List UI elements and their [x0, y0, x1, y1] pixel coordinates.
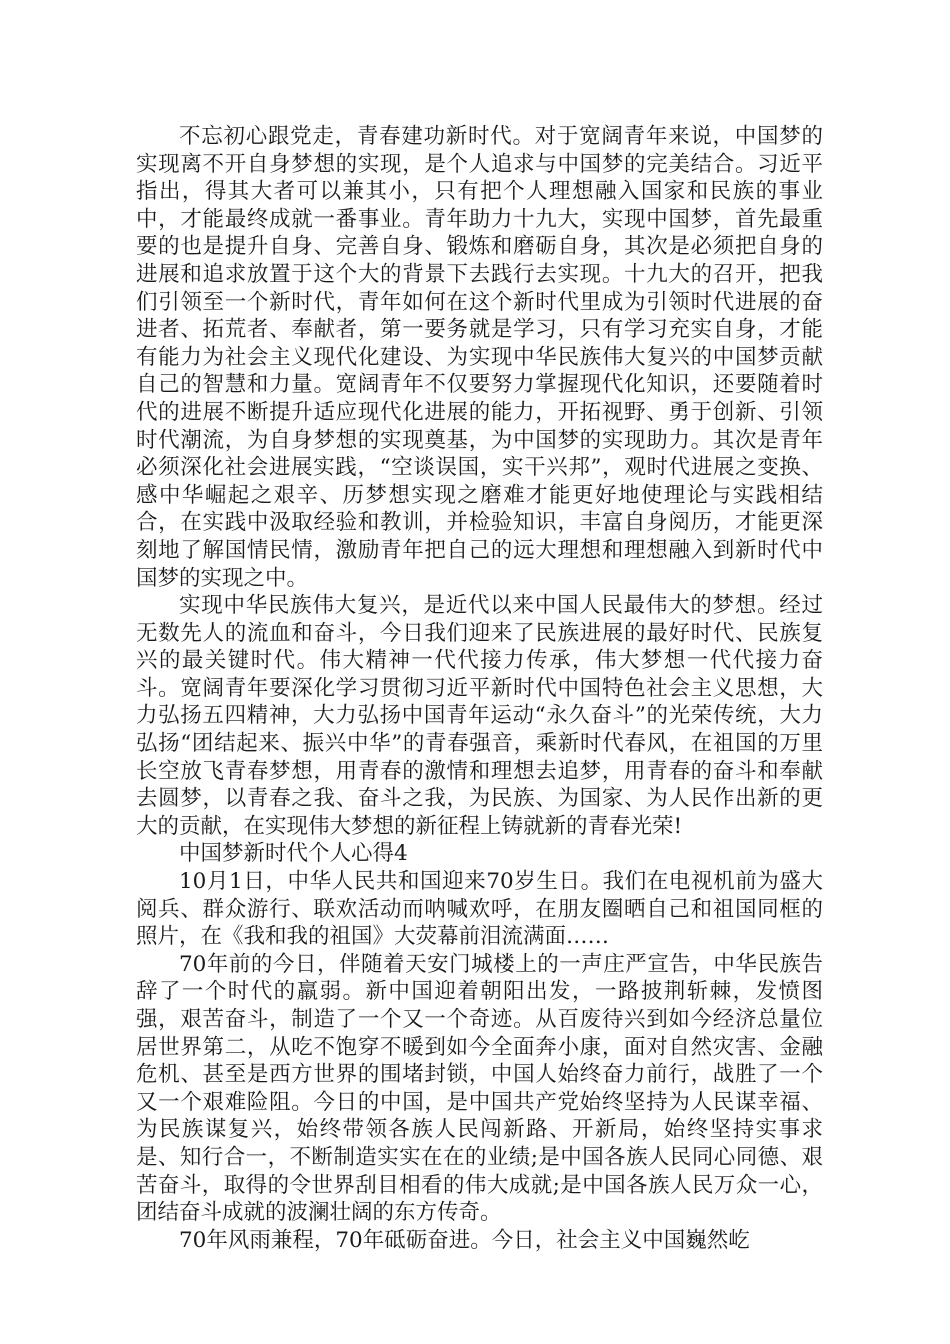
- paragraph: 70年风雨兼程，70年砥砺奋进。今日，社会主义中国巍然屹: [179, 1227, 750, 1253]
- paragraph: 不忘初心跟党走，青春建功新时代。对于宽阔青年来说，中国梦的实现离不开自身梦想的实现，是个人追求与中国梦的完美结合。习近平指出，得其大者可以兼其小，只有把个人理想融入国家和民族的事业中，才能最终成就一番事业。青年助力十九大，实现中国梦，首先最重要的也是提升自身、完善自身、锻炼和磨砺自身，其次是必须把自身的进展和追求放置于这个大的背景下去践行去实现。十九大的召开，把我们引领至一个新时代，青年如何在这个新时代里成为引领时代进展的奋进者、拓荒者、奉献者，第一要务就是学习，只有学习充实自身，才能有能力为社会主义现代化建设、为实现中华民族伟大复兴的中国梦贡献自己的智慧和力量。宽阔青年不仅要努力掌握现代化知识，还要随着时代的进展不断提升适应现代化进展的能力，开拓视野、勇于创新、引领时代潮流，为自身梦想的实现奠基，为中国梦的实现助力。其次是青年必须深化社会进展实践，“空谈误国，实干兴邦”，观时代进展之变换、感中华崛起之艰辛、历梦想实现之磨难才能更好地使理论与实践相结合，在实践中汲取经验和教训，并检验知识，丰富自身阅历，才能更深刻地了解国情民情，激励青年把自己的远大理想和理想融入到新时代中国梦的实现之中。: [136, 124, 823, 591]
- paragraph: 实现中华民族伟大复兴，是近代以来中国人民最伟大的梦想。经过无数先人的流血和奋斗，今日我们迎来了民族进展的最好时代、民族复兴的最关键时代。伟大精神一代代接力传承，伟大梦想一代代接力奋斗。宽阔青年要深化学习贯彻习近平新时代中国特色社会主义思想，大力弘扬五四精神，大力弘扬中国青年运动“永久奋斗”的光荣传统，大力弘扬“团结起来、振兴中华”的青春强音，乘新时代春风，在祖国的万里长空放飞青春梦想，用青春的激情和理想去追梦，用青春的奋斗和奉献去圆梦，以青春之我、奋斗之我，为民族、为国家、为人民作出新的更大的贡献，在实现伟大梦想的新征程上铸就新的青春光荣!: [136, 593, 823, 839]
- paragraph: 10月1日，中华人民共和国迎来70岁生日。我们在电视机前为盛大阅兵、群众游行、联欢活动而呐喊欢呼，在朋友圈晒自己和祖国同框的照片，在《我和我的祖国》大荧幕前泪流满面……: [136, 869, 823, 950]
- paragraph: 70年前的今日，伴随着天安门城楼上的一声庄严宣告，中华民族告辞了一个时代的羸弱。新中国迎着朝阳出发，一路披荆斩棘，发愤图强，艰苦奋斗，制造了一个又一个奇迹。从百废待兴到如今经济总量位居世界第二，从吃不饱穿不暖到如今全面奔小康，面对自然灾害、金融危机、甚至是西方世界的围堵封锁，中国人始终奋力前行，战胜了一个又一个艰难险阻。今日的中国，是中国共产党始终坚持为人民谋幸福、为民族谋复兴，始终带领各族人民闯新路、开新局，始终坚持实事求是、知行合一，不断制造实实在在的业绩;是中国各族人民同心同德、艰苦奋斗，取得的令世界刮目相看的伟大成就;是中国各族人民万众一心，团结奋斗成就的波澜壮阔的东方传奇。: [136, 951, 823, 1226]
- document-body: [136, 123, 823, 1254]
- section-heading: 中国梦新时代个人心得4: [179, 841, 408, 867]
